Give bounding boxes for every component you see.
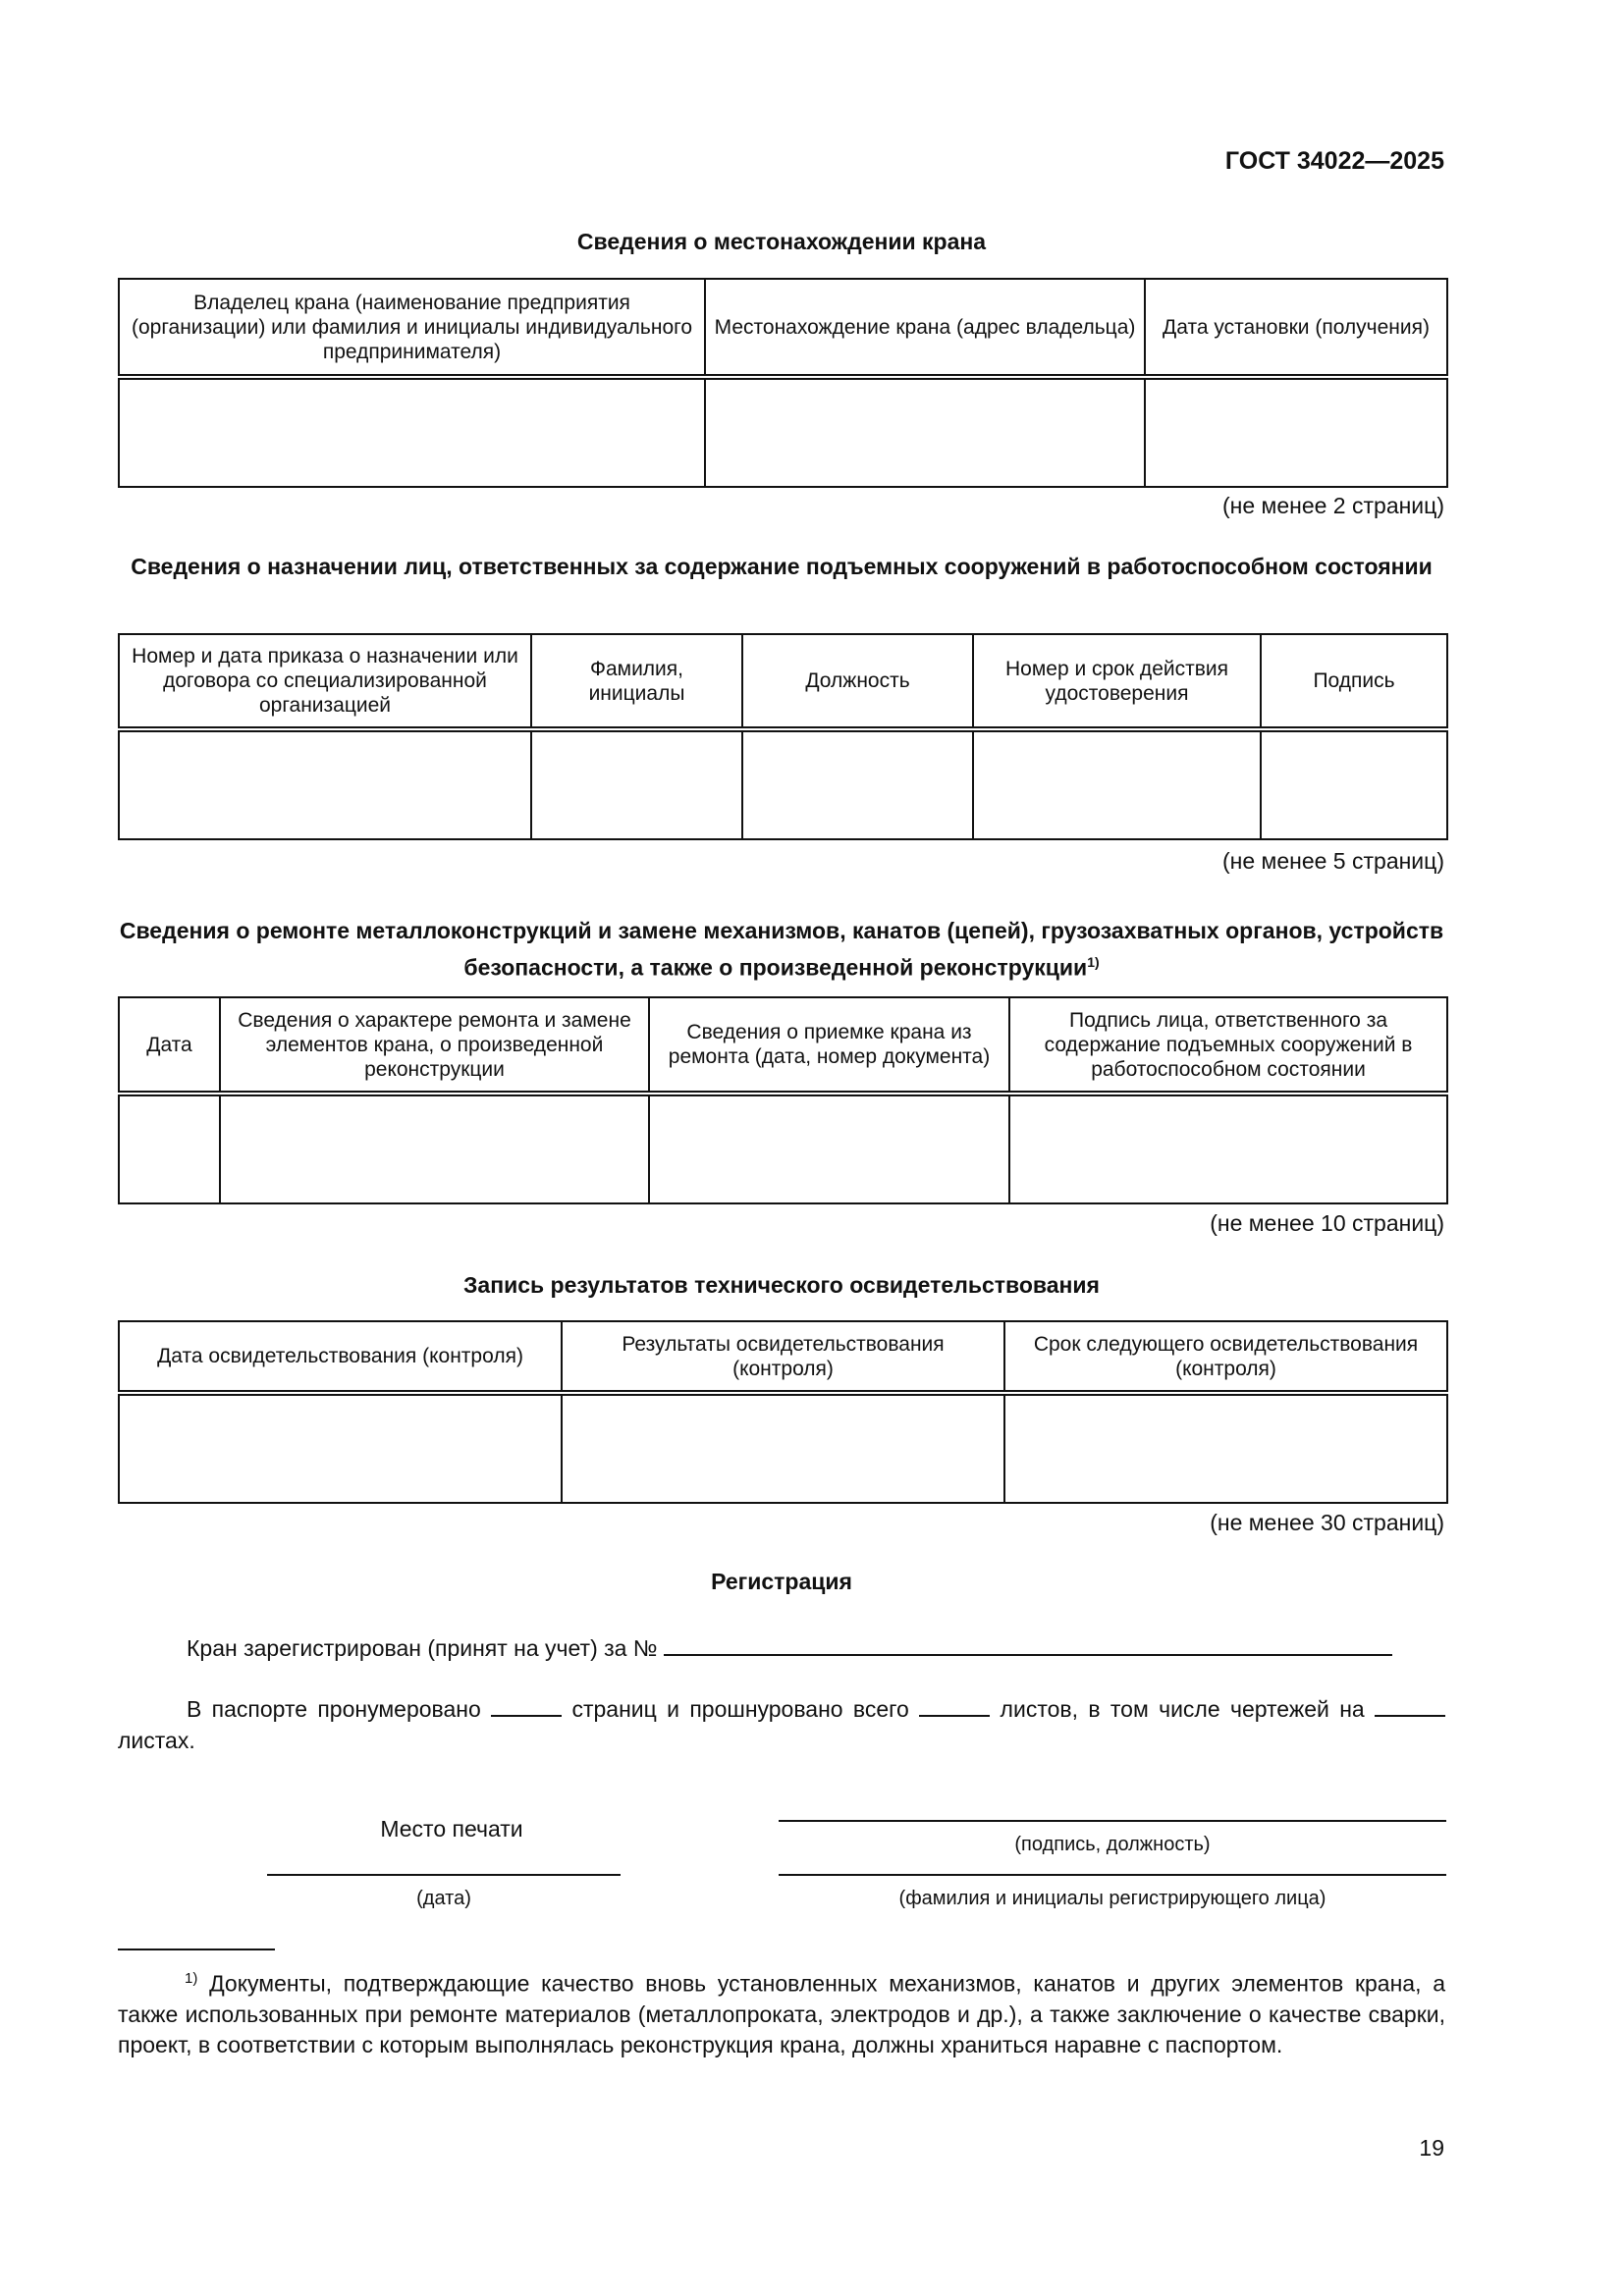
table-cell[interactable] [119, 1094, 220, 1203]
table-cell[interactable] [1261, 729, 1447, 839]
table-cell[interactable] [562, 1393, 1004, 1503]
stamp-place-label: Место печати [380, 1816, 523, 1842]
registrar-name-line[interactable] [779, 1874, 1446, 1876]
table-cell[interactable] [119, 1393, 562, 1503]
section-title-responsible-persons: Сведения о назначении лиц, ответственных за содержание подъемных сооружений в работоспособном состоянии [131, 554, 1433, 579]
table-inspection [118, 1320, 1448, 1504]
column-header: Местонахождение крана (адрес владельца) [705, 279, 1145, 377]
column-header: Сведения о характере ремонта и замене элементов крана, о произведенной реконструкции [220, 997, 649, 1094]
table-cell[interactable] [220, 1094, 649, 1203]
footnote [118, 1963, 1445, 2060]
table-repairs [118, 996, 1448, 1204]
date-line[interactable] [267, 1874, 621, 1876]
footnote-divider [118, 1949, 275, 1950]
column-header: Должность [742, 634, 973, 729]
pages-text-c: листов, в том числе чертежей [1000, 1696, 1329, 1722]
pages-text-d: на [1339, 1696, 1365, 1722]
pages-count-paragraph [118, 1693, 1445, 1756]
table-cell[interactable] [119, 377, 705, 487]
registration-number-label: Кран зарегистрирован (принят на учет) за № [187, 1635, 658, 1661]
page-count-note: (не менее 10 страниц) [1210, 1210, 1444, 1236]
page-count-note: (не менее 2 страниц) [1221, 493, 1444, 518]
registration-number-field[interactable] [664, 1634, 1392, 1656]
footnote-text: Документы, подтверждающие качество вновь установленных механизмов, канатов и других элементов крана, а также использованных при ремонте материалов (металлопроката, электродов и др.), а также заключение о качестве сварки, проект, в соответствии с которым выполнялась реконструкция крана, должны храниться наравне с паспортом. [118, 1970, 1445, 2057]
table-cell[interactable] [1009, 1094, 1447, 1203]
column-header: Дата [119, 997, 220, 1094]
pages-text-e: листах. [118, 1728, 195, 1753]
section-title-location: Сведения о местонахождении крана [576, 229, 987, 254]
sheets-laced-field[interactable] [919, 1695, 990, 1717]
column-header: Номер и срок действия удостоверения [973, 634, 1261, 729]
table-cell[interactable] [119, 729, 531, 839]
footnote-marker: 1) [185, 1970, 198, 1987]
pages-text-b: страниц и прошнуровано всего [571, 1696, 909, 1722]
section-title-repairs [118, 915, 1445, 984]
column-header: Подпись лица, ответственного за содержание подъемных сооружений в работоспособном состоянии [1009, 997, 1447, 1094]
footnote-ref: 1) [1087, 954, 1100, 970]
table-cell[interactable] [531, 729, 742, 839]
column-header: Дата освидетельствования (контроля) [119, 1321, 562, 1393]
signature-caption: (подпись, должность) [1014, 1834, 1211, 1855]
drawing-sheets-field[interactable] [1375, 1695, 1445, 1717]
table-cell[interactable] [973, 729, 1261, 839]
section-title-repairs-text: Сведения о ремонте металлоконструкций и замене механизмов, канатов (цепей), грузозахватных органов, устройств безопасности, а также о произведенной реконструкции [119, 918, 1444, 981]
pages-numbered-field[interactable] [491, 1695, 562, 1717]
table-cell[interactable] [1145, 377, 1447, 487]
page-count-note: (не менее 30 страниц) [1210, 1510, 1444, 1535]
signature-line[interactable] [779, 1820, 1446, 1822]
page-count-note: (не менее 5 страниц) [1221, 848, 1444, 874]
registrar-name-caption: (фамилия и инициалы регистрирующего лица) [898, 1888, 1326, 1909]
table-cell[interactable] [705, 377, 1145, 487]
table-responsible-persons [118, 633, 1448, 840]
column-header: Дата установки (получения) [1145, 279, 1447, 377]
column-header: Срок следующего освидетельствования (контроля) [1004, 1321, 1447, 1393]
table-crane-location [118, 278, 1448, 488]
registration-title: Регистрация [711, 1569, 852, 1594]
table-cell[interactable] [742, 729, 973, 839]
table-cell[interactable] [1004, 1393, 1447, 1503]
date-caption: (дата) [416, 1888, 471, 1909]
section-title-inspection: Запись результатов технического освидетельствования [463, 1272, 1100, 1298]
standard-code: ГОСТ 34022—2025 [1224, 147, 1444, 175]
column-header: Фамилия, инициалы [531, 634, 742, 729]
column-header: Номер и дата приказа о назначении или договора со специализированной организацией [119, 634, 531, 729]
pages-text-a: В паспорте пронумеровано [187, 1696, 481, 1722]
registration-number-line [118, 1632, 1445, 1664]
column-header: Сведения о приемке крана из ремонта (дата, номер документа) [649, 997, 1009, 1094]
table-cell[interactable] [649, 1094, 1009, 1203]
column-header: Владелец крана (наименование предприятия (организации) или фамилия и инициалы индивидуального предпринимателя) [119, 279, 705, 377]
column-header: Результаты освидетельствования (контроля) [562, 1321, 1004, 1393]
page-number: 19 [1419, 2135, 1444, 2161]
column-header: Подпись [1261, 634, 1447, 729]
